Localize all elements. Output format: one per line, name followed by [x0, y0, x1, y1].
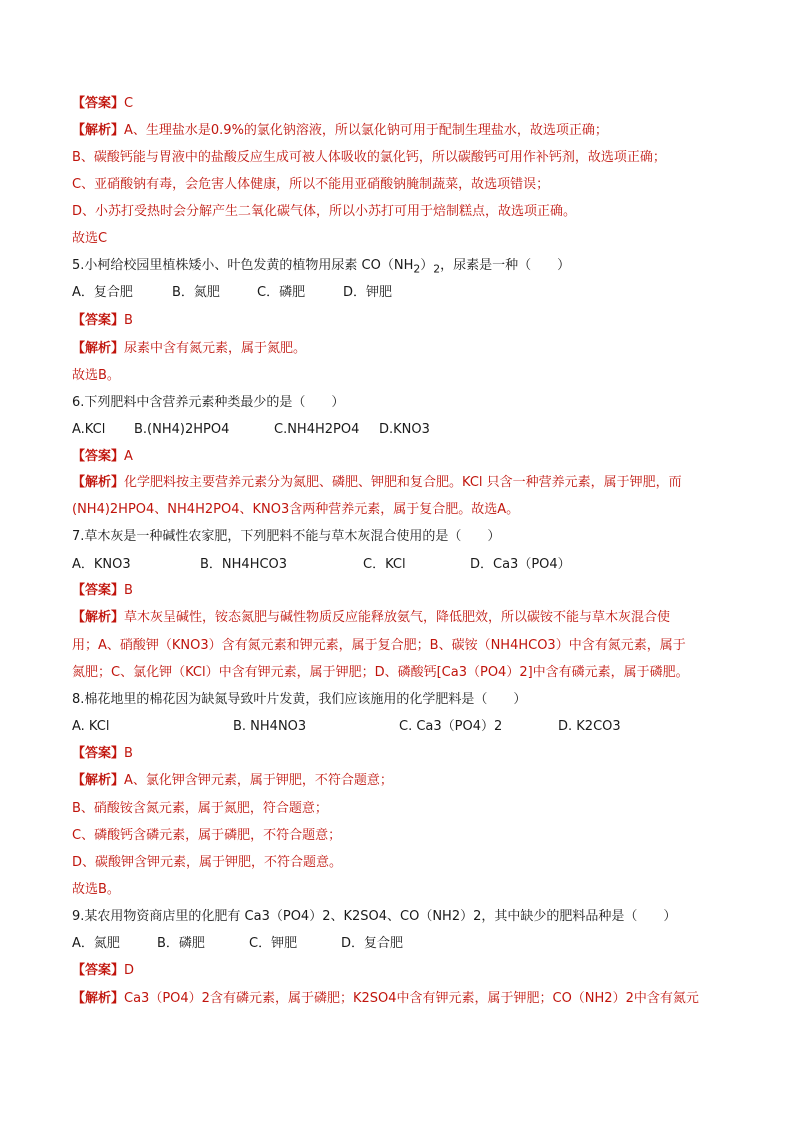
q7-option-b: B．NH4HCO3 [200, 557, 288, 572]
q4-analysis-b: B、碳酸钙能与胃液中的盐酸反应生成可被人体吸收的氯化钙，所以碳酸钙可用作补钙剂，故选项正确； [72, 150, 666, 165]
q5-stem-text: ，尿素是一种（ ） [440, 258, 571, 273]
q7-answer-line [72, 582, 730, 600]
q4-conclusion: 故选C [72, 231, 108, 246]
q7-analysis-line-1 [72, 609, 730, 627]
q9-analysis-1: Ca3（PO4）2含有磷元素，属于磷肥；K2SO4中含有钾元素，属于钾肥；CO（NH2）2中含有氮元 [124, 991, 699, 1006]
q8-answer: B [124, 746, 133, 761]
q5-stem-sub: 2 [433, 262, 441, 276]
q7-stem: 7.草木灰是一种碱性农家肥，下列肥料不能与草木灰混合使用的是（ ） [72, 529, 501, 544]
q6-answer: A [124, 449, 133, 464]
q4-analysis-d: D、小苏打受热时会分解产生二氧化碳气体，所以小苏打可用于焙制糕点，故选项正确。 [72, 204, 577, 219]
q6-answer-line [72, 448, 730, 466]
q9-option-b: B．磷肥 [157, 936, 205, 951]
q9-analysis-line-1 [72, 990, 730, 1008]
q6-option-b: B.(NH4)2HPO4 [134, 422, 230, 437]
answer-tag: 【答案】 [72, 449, 125, 464]
q9-options [72, 935, 730, 953]
q5-option-c: C．磷肥 [257, 285, 306, 300]
analysis-tag: 【解析】 [72, 773, 125, 788]
q9-option-d: D．复合肥 [341, 936, 404, 951]
q6-analysis-2: (NH4)2HPO4、NH4H2PO4、KNO3含两种营养元素，属于复合肥。故选A。 [72, 502, 520, 517]
q9-answer: D [124, 963, 135, 978]
q7-option-c: C．KCl [363, 557, 406, 572]
q5-analysis-line [72, 340, 730, 358]
q9-stem: 9.某农用物资商店里的化肥有 Ca3（PO4）2、K2SO4、CO（NH2）2，其中缺少的肥料品种是（ ） [72, 909, 677, 924]
q4-answer-line [72, 95, 730, 113]
q6-analysis-1: 化学肥料按主要营养元素分为氮肥、磷肥、钾肥和复合肥。KCl 只含一种营养元素，属于钾肥，而 [124, 475, 682, 490]
q7-analysis-2: 用；A、硝酸钾（KNO3）含有氮元素和钾元素，属于复合肥；B、碳铵（NH4HCO3）中含有氮元素，属于 [72, 638, 686, 653]
q8-analysis-line-1 [72, 772, 730, 790]
answer-tag: 【答案】 [72, 583, 125, 598]
analysis-tag: 【解析】 [72, 991, 125, 1006]
answer-tag: 【答案】 [72, 746, 125, 761]
q5-answer: B [124, 313, 133, 328]
q8-options [72, 718, 730, 736]
q6-analysis-line-1 [72, 474, 730, 492]
q8-analysis-b: B、硝酸铵含氮元素，属于氮肥，符合题意； [72, 801, 328, 816]
q5-stem-text: ） [420, 258, 434, 273]
q7-options [72, 556, 730, 574]
q4-analysis-c: C、亚硝酸钠有毒，会危害人体健康，所以不能用亚硝酸钠腌制蔬菜，故选项错误； [72, 177, 550, 192]
q7-answer: B [124, 583, 133, 598]
q8-stem: 8.棉花地里的棉花因为缺氮导致叶片发黄，我们应该施用的化学肥料是（ ） [72, 692, 527, 707]
q5-conclusion: 故选B。 [72, 368, 120, 383]
q6-option-a: A.KCl [72, 422, 106, 437]
q5-option-a: A．复合肥 [72, 285, 133, 300]
q8-analysis-c: C、磷酸钙含磷元素，属于磷肥，不符合题意； [72, 828, 342, 843]
q9-option-a: A．氮肥 [72, 936, 120, 951]
q5-analysis: 尿素中含有氮元素，属于氮肥。 [124, 341, 307, 356]
analysis-tag: 【解析】 [72, 341, 125, 356]
q4-analysis-a: A、生理盐水是0.9%的氯化钠溶液，所以氯化钠可用于配制生理盐水，故选项正确； [124, 123, 608, 138]
q5-stem-text: 5.小柯给校园里植株矮小、叶色发黄的植物用尿素 CO（NH [72, 258, 414, 273]
q5-options [72, 284, 730, 302]
analysis-tag: 【解析】 [72, 610, 125, 625]
q5-answer-line [72, 312, 730, 330]
q6-stem: 6.下列肥料中含营养元素种类最少的是（ ） [72, 395, 345, 410]
q4-analysis-line-1 [72, 122, 730, 140]
q8-option-d: D. K2CO3 [558, 719, 621, 734]
q5-stem [72, 257, 730, 279]
q8-option-b: B. NH4NO3 [233, 719, 307, 734]
q6-options [72, 421, 730, 439]
analysis-tag: 【解析】 [72, 123, 125, 138]
answer-tag: 【答案】 [72, 96, 125, 111]
analysis-tag: 【解析】 [72, 475, 125, 490]
q7-analysis-3: 氮肥；C、氯化钾（KCl）中含有钾元素，属于钾肥；D、磷酸钙[Ca3（PO4）2]中含有磷元素，属于磷肥。 [72, 665, 689, 680]
answer-tag: 【答案】 [72, 313, 125, 328]
answer-tag: 【答案】 [72, 963, 125, 978]
q4-answer: C [124, 96, 134, 111]
q6-option-d: D.KNO3 [379, 422, 430, 437]
q5-option-b: B．氮肥 [172, 285, 220, 300]
q7-option-d: D．Ca3（PO4） [470, 557, 571, 572]
q5-stem-sub: 2 [413, 262, 421, 276]
q8-conclusion: 故选B。 [72, 882, 120, 897]
q7-option-a: A．KNO3 [72, 557, 131, 572]
q6-option-c: C.NH4H2PO4 [274, 422, 360, 437]
q9-option-c: C．钾肥 [249, 936, 298, 951]
q8-option-c: C. Ca3（PO4）2 [399, 719, 503, 734]
q8-answer-line [72, 745, 730, 763]
q5-option-d: D．钾肥 [343, 285, 393, 300]
q8-analysis-a: A、氯化钾含钾元素，属于钾肥，不符合题意； [124, 773, 393, 788]
q8-option-a: A. KCl [72, 719, 110, 734]
q8-analysis-d: D、碳酸钾含钾元素，属于钾肥，不符合题意。 [72, 855, 343, 870]
q9-answer-line [72, 962, 730, 980]
q7-analysis-1: 草木灰呈碱性，铵态氮肥与碱性物质反应能释放氨气，降低肥效，所以碳铵不能与草木灰混合使 [124, 610, 671, 625]
